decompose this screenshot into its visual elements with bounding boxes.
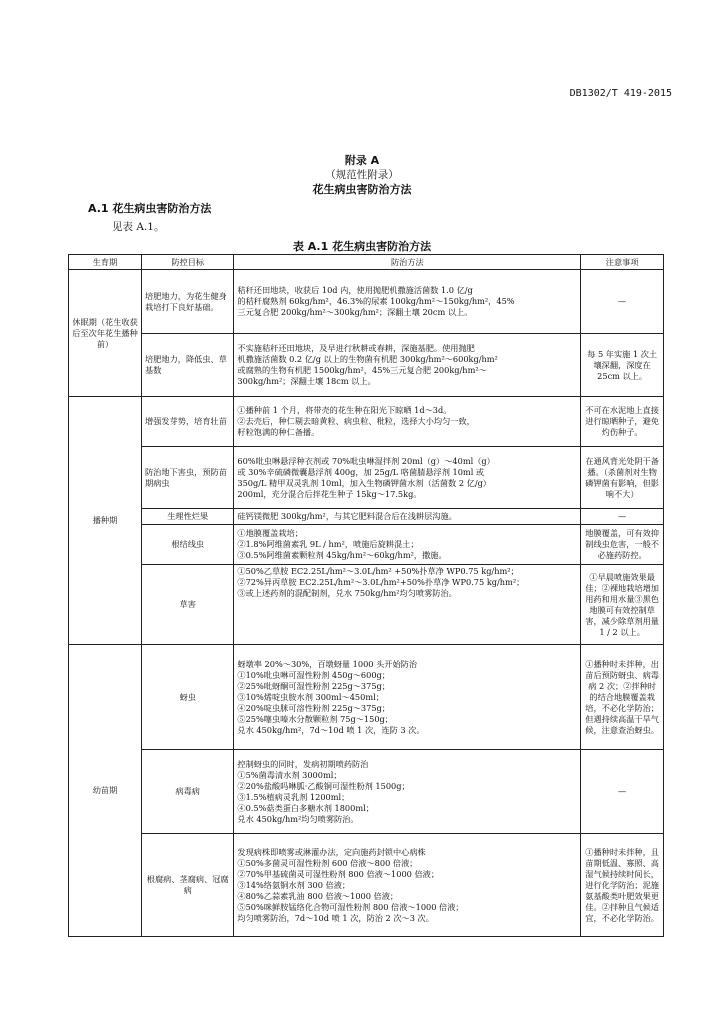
method-line: ①播种前 1 个月，将带壳的花生种在阳光下晾晒 1d～3d。 xyxy=(237,405,452,415)
note-cell: ①播种时未拌种，出苗后预防蚜虫、病毒病 2 次；②拌种时的结合地膜覆盖栽培，不必化学防治；但遇持续高温干旱气候，注意查治蚜虫。 xyxy=(581,645,664,750)
target-cell: 生理性烂果 xyxy=(142,509,234,525)
stage-cell: 幼苗期 xyxy=(69,645,142,937)
method-line: 发现病株即喷雾或淋灌办法，定向施药封锁中心病株 xyxy=(237,846,426,857)
method-line: 三元复合肥 200kg/hm²～300kg/hm²；深翻土壤 20cm 以上。 xyxy=(237,307,473,317)
method-line: 硅钙镁微肥 300kg/hm²，与其它肥料混合后在浅耕层沟施。 xyxy=(237,511,457,521)
method-cell xyxy=(234,834,581,937)
section-heading: A.1 花生病虫害防治方法 xyxy=(88,202,212,215)
note-cell: ①早晨喷施效果最佳；②裸地栽培增加用药和用水量③黑色地膜可有效控制草害，减少除草剂用量 1 / 2 以上。 xyxy=(581,565,664,645)
stage-cell: 休眠期（花生收获后至次年花生播种前） xyxy=(69,270,142,397)
method-cell xyxy=(234,397,581,447)
table-row xyxy=(69,645,664,750)
document-number: DB1302/T 419-2015 xyxy=(569,88,672,99)
note-cell: ①播种时未拌种，且苗期低温、寡照、高湿气候持续时间长，进行化学防治；泥施氨基酸类叶肥效果更佳。②拌种且气候适宜，不必化学防治。 xyxy=(581,834,664,937)
method-line: ⑤50%咪鲜胺锰络化合物可湿性粉剂 800 倍液～1000 倍液； xyxy=(237,901,464,912)
method-cell xyxy=(234,565,581,645)
method-line: 蚜墩率 20%～30%，百墩蚜量 1000 头开始防治 xyxy=(237,658,418,669)
header-target: 防控目标 xyxy=(142,255,234,270)
method-line: ③14%络氨铜水剂 300 倍液； xyxy=(237,879,351,890)
method-line: ①50%乙草胺 EC2.25L/hm²～3.0L/hm² +50%扑草净 WP0.75 kg/hm²； xyxy=(237,566,519,576)
note-cell: 每 5 年实施 1 次土壤深翻，深度在 25cm 以上。 xyxy=(581,334,664,397)
method-line: 兑水 450kg/hm²均匀喷雾防治。 xyxy=(237,813,359,824)
note-cell: 在通风背光处阴干备播。（杀菌剂对生物磷钾菌有影响，但影响不大） xyxy=(581,447,664,509)
target-cell: 培肥地力，为花生健身栽培打下良好基础。 xyxy=(142,270,234,334)
method-line: 300kg/hm²；深翻土壤 18cm 以上。 xyxy=(237,376,376,386)
method-line: ②72%异丙草胺 EC2.25L/hm²～3.0L/hm²+50%扑草净 WP0.75 kg/hm²； xyxy=(237,577,525,587)
target-cell: 培肥地力，降低虫、草基数 xyxy=(142,334,234,397)
method-line: 350g/L 精甲双灵乳剂 10ml，加入生物磷钾菌水剂（活菌数 2 亿/g） xyxy=(237,477,491,488)
method-line: ②1.8%阿维菌素乳 9L / hm²，喷施后旋耕混土； xyxy=(237,539,419,549)
see-table-text: 见表 A.1。 xyxy=(112,221,165,233)
method-line: 兑水 450kg/hm²，7d～10d 喷 1 次，连防 3 次。 xyxy=(237,724,425,735)
target-cell: 病毒病 xyxy=(142,750,234,834)
method-line: ①50%多菌灵可湿性粉剂 600 倍液～800 倍液； xyxy=(237,857,418,868)
method-cell xyxy=(234,509,581,525)
table-row xyxy=(69,334,664,397)
method-line: 或 30%辛硫磷微囊悬浮剂 400g，加 25g/L 咯菌腈悬浮剂 10ml 或 xyxy=(237,466,485,477)
method-line: ③10%烯啶虫胺水剂 300ml～450ml； xyxy=(237,691,384,702)
method-line: ⑤25%噻虫嗪水分散颗粒剂 75g～150g； xyxy=(237,713,393,724)
table-row xyxy=(69,565,664,645)
header-method: 防治方法 xyxy=(234,255,581,270)
appendix-title: 附录 A xyxy=(344,154,380,167)
method-line: 200ml，充分混合后拌花生种子 15kg～17.5kg。 xyxy=(237,488,422,499)
method-line: ②20%盐酸吗啉胍·乙酸铜可湿性粉剂 1500g； xyxy=(237,780,410,791)
note-cell: — xyxy=(581,509,664,525)
appendix-type: （规范性附录） xyxy=(325,169,399,181)
table-row xyxy=(69,447,664,509)
target-cell: 草害 xyxy=(142,565,234,645)
note-cell: — xyxy=(581,750,664,834)
stage-cell: 播种期 xyxy=(69,397,142,645)
method-line: ④20%啶虫脒可溶性粉剂 225g～375g； xyxy=(237,702,390,713)
method-line: ①5%菌毒清水剂 3000ml； xyxy=(237,769,342,780)
method-line: 不实施秸秆还田地块，及早进行秋耕或春耕，深施基肥。使用抛肥 xyxy=(237,343,475,353)
note-cell: — xyxy=(581,270,664,334)
method-line: ①10%吡虫啉可湿性粉剂 450g～600g； xyxy=(237,669,390,680)
header-stage: 生育期 xyxy=(69,255,142,270)
table-row xyxy=(69,525,664,565)
table-row xyxy=(69,270,664,334)
table-row xyxy=(69,750,664,834)
appendix-subtitle: 花生病虫害防治方法 xyxy=(312,183,412,196)
method-line: ④80%乙蒜素乳油 800 倍液～1000 倍液； xyxy=(237,890,399,901)
method-line: ④0.5%菇类蛋白多糖水剂 1800ml； xyxy=(237,802,374,813)
method-line: ③0.5%阿维菌素颗粒剂 45kg/hm²～60kg/hm²，撒施。 xyxy=(237,550,447,560)
method-cell xyxy=(234,750,581,834)
method-line: ③或上述药剂的混配制剂，兑水 750kg/hm²均匀喷雾防治。 xyxy=(237,588,457,598)
method-cell xyxy=(234,334,581,397)
target-cell: 根腐病、茎腐病、冠腐病 xyxy=(142,834,234,937)
table-row xyxy=(69,509,664,525)
method-line: 60%吡虫啉悬浮种衣剂或 70%吡虫啉湿拌剂 20ml（g）～40ml（g） xyxy=(237,455,495,466)
method-line: ②去壳后，种仁剔去暗黄粒、病虫粒、秕粒，选择大小均匀一致， xyxy=(237,416,475,426)
method-line: ①地膜覆盖栽培； xyxy=(237,528,303,538)
table-row xyxy=(69,834,664,937)
header-note: 注意事项 xyxy=(581,255,664,270)
method-line: ②25%吡蚜酮可湿性粉剂 225g～375g； xyxy=(237,680,390,691)
method-line: ②70%甲基硫菌灵可湿性粉剂 800 倍液～1000 倍液； xyxy=(237,868,440,879)
method-cell xyxy=(234,645,581,750)
method-line: ③1.5%植病灵乳剂 1200ml； xyxy=(237,791,350,802)
method-line: 均匀喷雾防治，7d～10d 喷 1 次，防治 2 次～3 次。 xyxy=(237,912,434,923)
method-line: 机撒施活菌数 0.2 亿/g 以上的生物菌有机肥 300kg/hm²～600kg/hm² xyxy=(237,354,498,364)
target-cell: 防治地下害虫，预防苗期病虫 xyxy=(142,447,234,509)
method-line: 籽粒饱满的种仁备播。 xyxy=(237,427,320,437)
note-cell: 地膜覆盖，可有效抑制线虫危害，一般不必施药防控。 xyxy=(581,525,664,565)
table-row xyxy=(69,397,664,447)
method-cell xyxy=(234,270,581,334)
method-line: 秸秆还田地块，收获后 10d 内，使用抛肥机撒施活菌数 1.0 亿/g xyxy=(237,285,473,295)
target-cell: 蚜虫 xyxy=(142,645,234,750)
method-line: 或腐熟的生物有机肥 1500kg/hm²，45%三元复合肥 200kg/hm²～ xyxy=(237,365,487,375)
target-cell: 增强发芽势，培育壮苗 xyxy=(142,397,234,447)
note-cell: 不可在水泥地上直接进行晾晒种子，避免灼伤种子。 xyxy=(581,397,664,447)
method-cell xyxy=(234,525,581,565)
method-cell xyxy=(234,447,581,509)
method-line: 的秸秆腐熟剂 60kg/hm²，46.3%的尿素 100kg/hm²～150kg/hm²，45% xyxy=(237,296,515,306)
table-title: 表 A.1 花生病虫害防治方法 xyxy=(292,240,432,253)
pest-control-table xyxy=(68,254,664,937)
table-header-row xyxy=(69,255,664,270)
target-cell: 根结线虫 xyxy=(142,525,234,565)
method-line: 控制蚜虫的同时，发病初期喷药防治 xyxy=(237,758,369,769)
